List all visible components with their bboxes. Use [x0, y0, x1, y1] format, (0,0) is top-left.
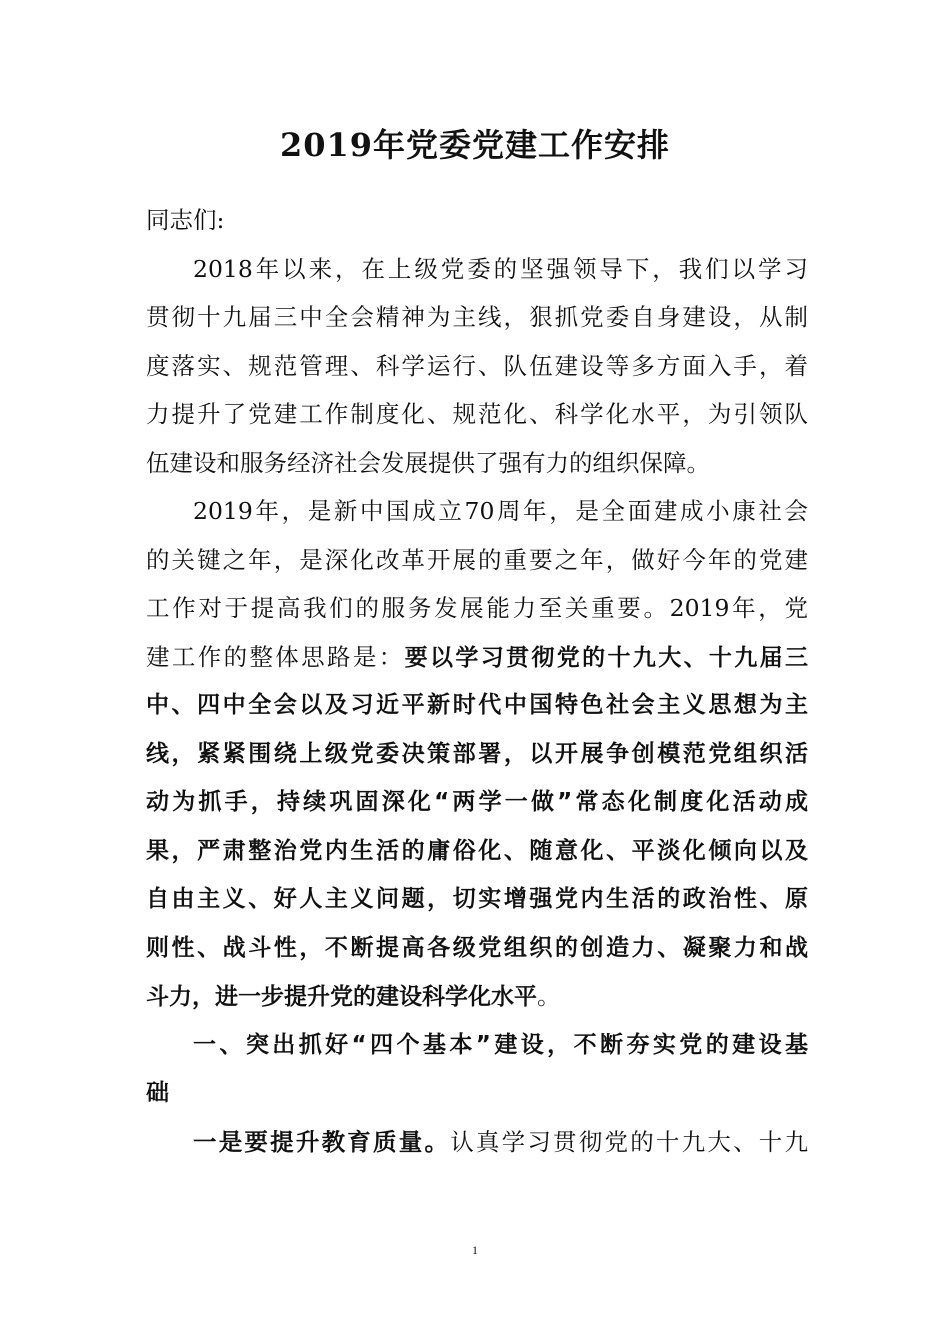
document-body: [146, 196, 808, 1166]
document-title: 2019年党委党建工作安排: [279, 126, 671, 164]
paragraph-line: 度落实、规范管理、科学运行、队伍建设等多方面入手，着: [146, 351, 808, 380]
paragraph-line: 力提升了党建工作制度化、规范化、科学化水平，为引领队: [146, 400, 808, 428]
greeting-line: 同志们:: [146, 206, 225, 234]
plain-text-segment: 认真学习贯彻党的十九大、十九: [450, 1127, 809, 1156]
emphasis-line: 动为抓手，持续巩固深化“两学一做”常态化制度化活动成: [146, 789, 808, 815]
page-number: 1: [472, 1243, 478, 1257]
paragraph-line: 伍建设和服务经济社会发展提供了强有力的组织保障。: [146, 448, 710, 477]
emphasis-line: 自由主义、好人主义问题，切实增强党内生活的政治性、原: [146, 886, 808, 912]
paragraph-line: 的关键之年，是深化改革开展的重要之年，做好今年的党建: [146, 545, 808, 574]
section-heading: 一、突出抓好“四个基本”建设，不断夯实党的建设基: [193, 1031, 808, 1058]
emphasis-text-segment: 要以学习贯彻党的十九大、十九届三: [404, 644, 809, 671]
paragraph-line: 工作对于提高我们的服务发展能力至关重要。2019年，党: [146, 594, 808, 622]
paragraph-line-mixed: [146, 633, 808, 682]
paragraph-line-end: [146, 972, 808, 1021]
emphasis-line: 则性、战斗性，不断提高各级党组织的创造力、凝聚力和战: [146, 934, 808, 961]
plain-text-segment: 建工作的整体思路是：: [146, 642, 405, 671]
emphasis-text-segment: 斗力，进一步提升党的建设科学化水平: [146, 984, 537, 1010]
section-heading: 础: [146, 1080, 169, 1106]
emphasis-line: 中、四中全会以及习近平新时代中国特色社会主义思想为主: [146, 692, 808, 718]
emphasis-line: 果，严肃整治党内生活的庸俗化、随意化、平淡化倾向以及: [146, 837, 808, 864]
paragraph-line: 2018年以来，在上级党委的坚强领导下，我们以学习: [193, 254, 808, 283]
paragraph-line: 2019年，是新中国成立70周年，是全面建成小康社会: [193, 497, 808, 525]
bold-lead-text: 一是要提升教育质量。: [193, 1127, 451, 1156]
paragraph-line-mixed: [146, 1118, 808, 1167]
emphasis-line: 线，紧紧围绕上级党委决策部署，以开展争创模范党组织活: [146, 740, 808, 767]
plain-text-segment: 。: [537, 982, 561, 1010]
paragraph-line: 贯彻十九届三中全会精神为主线，狠抓党委自身建设，从制: [146, 303, 808, 331]
